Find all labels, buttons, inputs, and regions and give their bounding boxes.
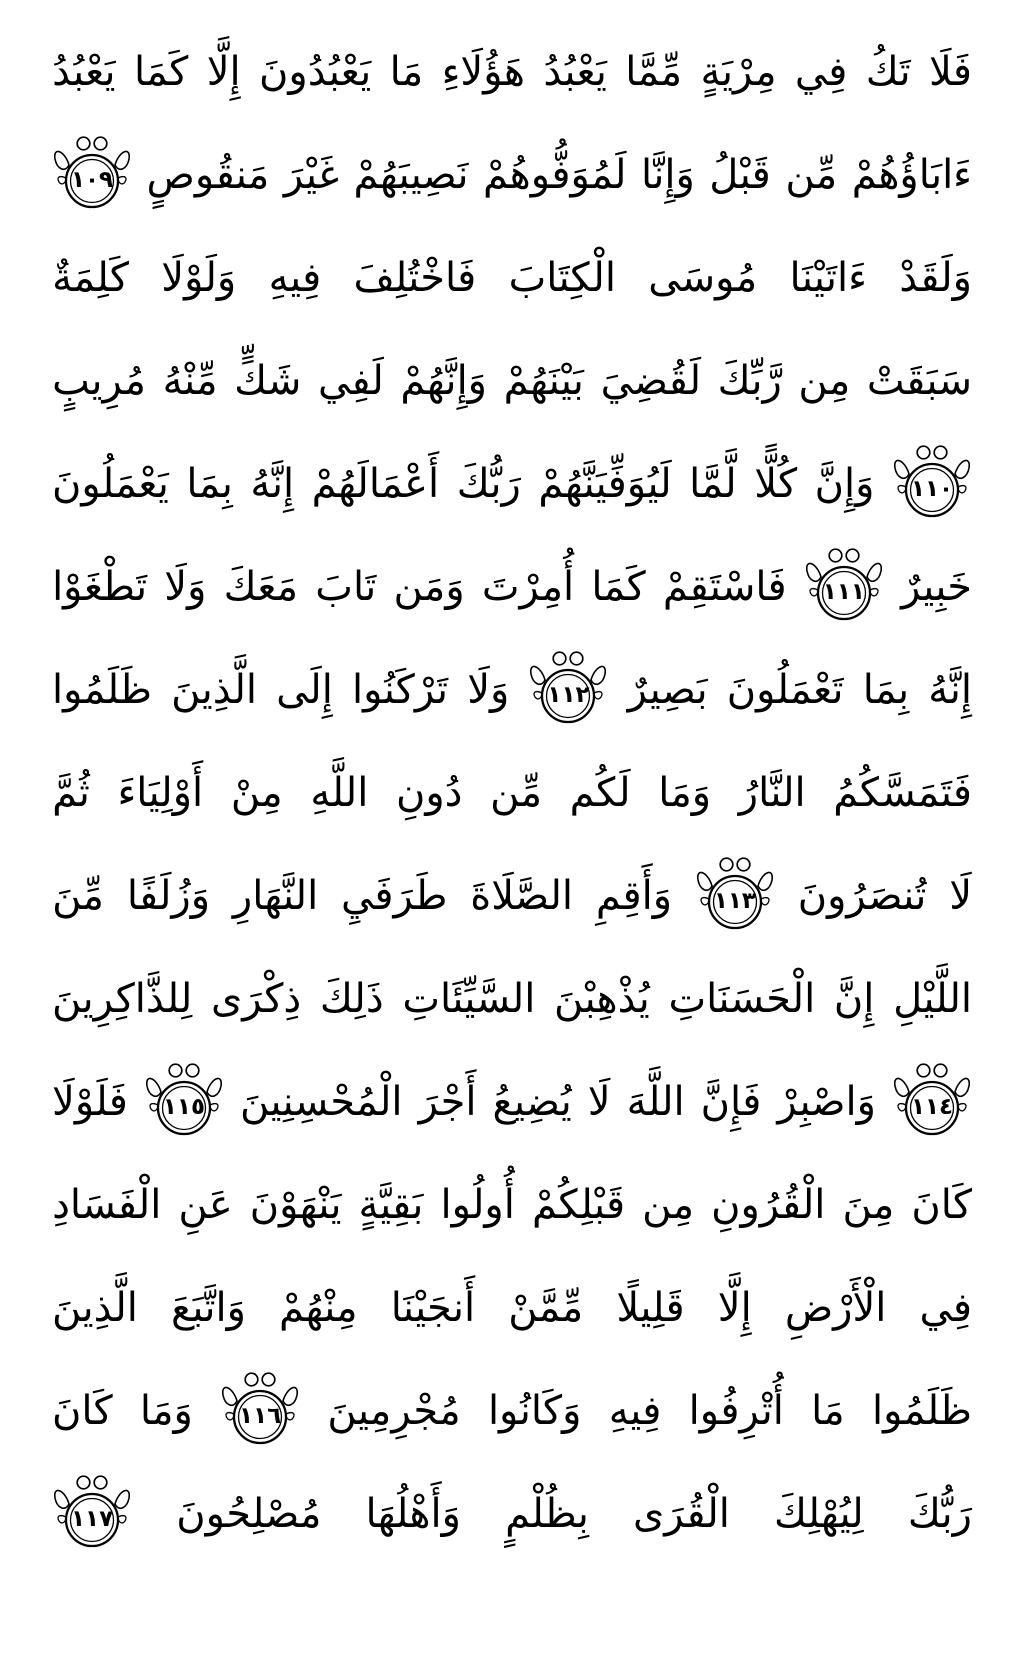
quran-word: أَجْرَ <box>418 1078 477 1125</box>
quran-line <box>52 844 972 947</box>
quran-word: وَزُلَفًا <box>126 872 211 919</box>
quran-word: بَيْنَهُمْ <box>503 357 584 404</box>
quran-word: مِن <box>798 357 851 404</box>
verse-number: ١١١ <box>822 578 865 605</box>
quran-word: الصَّلَاةَ <box>470 872 574 919</box>
quran-line <box>52 432 972 535</box>
quran-word: وَأَقِمِ <box>595 872 673 919</box>
quran-word: لِلذَّاكِرِينَ <box>52 975 193 1022</box>
quran-word: الْقُرَى <box>633 1490 730 1537</box>
quran-word: أَنجَيْنَا <box>390 1284 476 1331</box>
quran-word: لَمُوَفُّوهُمْ <box>483 151 627 198</box>
quran-word: فَإِنَّ <box>700 1078 762 1125</box>
quran-word: مِّن <box>785 151 838 198</box>
quran-word: كُلًّا <box>754 460 798 507</box>
quran-word: غَيْرَ <box>283 151 339 198</box>
quran-word: رَبُّكَ <box>907 1490 972 1537</box>
verse-number: ١٠٩ <box>70 166 114 193</box>
quran-word: إِلَّا <box>717 1284 752 1331</box>
verse-end-marker <box>804 543 884 631</box>
quran-word: لَا <box>587 1078 611 1125</box>
quran-word: دُونِ <box>395 769 463 816</box>
quran-word: الْحَسَنَاتِ <box>668 975 816 1022</box>
quran-word: يَعْمَلُونَ <box>52 460 169 507</box>
quran-word: إِلَى <box>276 666 333 713</box>
quran-word: فِيهِ <box>608 1387 662 1434</box>
quran-word: فَاسْتَقِمْ <box>662 563 787 610</box>
quran-word: الْكِتَابَ <box>508 254 616 301</box>
quran-word: الْفَسَادِ <box>52 1181 162 1228</box>
quran-word: لَقُضِيَ <box>600 357 702 404</box>
quran-word: اللَّهَ <box>626 1078 685 1125</box>
quran-word: يَعْبُدُونَ <box>259 48 372 95</box>
quran-word: وَمَا <box>139 1387 193 1434</box>
quran-line <box>52 1153 972 1256</box>
quran-word: لِيُهْلِكَ <box>774 1490 864 1537</box>
quran-word: رَّبِّكَ <box>717 357 782 404</box>
verse-number: ١١٢ <box>547 681 590 708</box>
quran-word: كَانَ <box>52 1387 113 1434</box>
quran-word: قَبْلِكُمْ <box>531 1181 626 1228</box>
quran-word: النَّهَارِ <box>232 872 319 919</box>
quran-word: فِيهِ <box>268 254 322 301</box>
quran-word: وَإِنَّا <box>641 151 695 198</box>
quran-word: لَّمَّا <box>689 460 737 507</box>
verse-end-marker <box>892 440 972 528</box>
quran-word: ظَلَمُوا <box>872 1387 972 1434</box>
quran-word: فِي <box>794 48 848 95</box>
quran-word: وَإِنَّهُمْ <box>400 357 487 404</box>
quran-word: بِظُلْمٍ <box>505 1490 589 1537</box>
quran-word: اللَّهِ <box>310 769 369 816</box>
quran-word: وَلَا <box>164 563 207 610</box>
quran-word: وَلَوْلَا <box>161 254 237 301</box>
quran-word: بَصِيرٌ <box>627 666 708 713</box>
quran-word: إِنَّ <box>833 975 875 1022</box>
quran-word: إِنَّهُ <box>928 666 972 713</box>
quran-word: لَكُم <box>569 769 631 816</box>
quran-word: ظَلَمُوا <box>52 666 152 713</box>
quran-word: الَّذِينَ <box>52 1284 138 1331</box>
quran-word: بِمَا <box>862 666 910 713</box>
quran-word: بِمَا <box>186 460 233 507</box>
verse-number: ١١٠ <box>910 475 954 502</box>
quran-word: الْمُحْسِنِينَ <box>239 1078 403 1125</box>
quran-word: شَكٍّ <box>234 357 302 404</box>
quran-line <box>52 226 972 329</box>
quran-word: اللَّيْلِ <box>893 975 972 1022</box>
verse-number: ١١٧ <box>71 1505 114 1532</box>
quran-word: فِي <box>919 1284 972 1331</box>
quran-word: مِّمَّنْ <box>508 1284 584 1331</box>
verse-number: ١١٤ <box>910 1093 954 1120</box>
quran-word: تَطْغَوْا <box>52 563 148 610</box>
quran-line <box>52 741 972 844</box>
quran-word: يَعْبُدُ <box>52 48 116 95</box>
quran-word: فَتَمَسَّكُمُ <box>833 769 972 816</box>
quran-line <box>52 123 972 226</box>
quran-word: يَعْبُدُ <box>543 48 607 95</box>
quran-word: طَرَفَيِ <box>341 872 448 919</box>
quran-word: مِّنَ <box>52 872 104 919</box>
quran-line <box>52 1359 972 1462</box>
quran-word: مَا <box>389 48 424 95</box>
quran-word: مُجْرِمِينَ <box>327 1387 461 1434</box>
verse-number: ١١٥ <box>162 1093 205 1120</box>
quran-word: أُتْرِفُوا <box>688 1387 784 1434</box>
quran-word: مُصْلِحُونَ <box>176 1490 322 1537</box>
quran-word: رَبُّكَ <box>456 460 521 507</box>
quran-word: ءَابَاؤُهُمْ <box>851 151 972 198</box>
quran-word: عَنِ <box>178 1181 233 1228</box>
quran-word: تَكُ <box>865 48 911 95</box>
quran-word: ذِكْرَى <box>210 975 302 1022</box>
quran-word: يَنْهَوْنَ <box>249 1181 342 1228</box>
quran-word: وَاصْبِرْ <box>777 1078 876 1125</box>
quran-word: لَيُوَفِّيَنَّهُمْ <box>538 460 672 507</box>
quran-word: أَوْلِيَاءَ <box>117 769 204 816</box>
verse-end-marker <box>695 852 775 940</box>
quran-word: تَرْكَنُوا <box>351 666 449 713</box>
verse-end-marker <box>528 646 608 734</box>
quran-word: الْقُرُونِ <box>711 1181 826 1228</box>
quran-word: وَإِنَّ <box>814 460 875 507</box>
quran-word: نَصِيبَهُمْ <box>353 151 469 198</box>
quran-word: تَعْمَلُونَ <box>726 666 844 713</box>
verse-end-marker <box>220 1367 300 1455</box>
quran-word: لَفِي <box>318 357 384 404</box>
quran-word: تُنصَرُونَ <box>797 872 927 919</box>
quran-word: إِنَّهُ <box>250 460 295 507</box>
quran-word: خَبِيرٌ <box>901 563 972 610</box>
quran-word: إِلَّا <box>206 48 241 95</box>
quran-word: أُمِرْتَ <box>481 563 575 610</box>
quran-word: مَنقُوصٍ <box>146 151 270 198</box>
quran-word: ذَلِكَ <box>319 975 384 1022</box>
quran-word: يُضِيعُ <box>492 1078 572 1125</box>
quran-word: النَّارُ <box>738 769 806 816</box>
quran-word: مَعَكَ <box>223 563 299 610</box>
quran-line <box>52 947 972 1050</box>
quran-word: لَا <box>949 872 972 919</box>
quran-word: سَبَقَتْ <box>866 357 972 404</box>
quran-word: أُولُوا <box>440 1181 515 1228</box>
quran-line <box>52 1050 972 1153</box>
verse-number: ١١٣ <box>713 887 756 914</box>
verse-end-marker <box>144 1058 224 1146</box>
quran-word: وَاتَّبَعَ <box>171 1284 246 1331</box>
verse-end-marker <box>52 1470 132 1558</box>
quran-word: كَمَا <box>133 48 189 95</box>
quran-word: السَّيِّئَاتِ <box>402 975 536 1022</box>
verse-end-marker <box>892 1058 972 1146</box>
quran-word: مُوسَى <box>648 254 758 301</box>
quran-word: مِن <box>642 1181 695 1228</box>
quran-word: وَلَا <box>467 666 510 713</box>
quran-word: مِنَ <box>842 1181 895 1228</box>
quran-line <box>52 535 972 638</box>
quran-word: وَمَا <box>658 769 712 816</box>
quran-word: مِنْهُمْ <box>279 1284 358 1331</box>
quran-word: مِنْ <box>230 769 283 816</box>
verse-number: ١١٦ <box>239 1402 282 1429</box>
quran-word: مِرْيَةٍ <box>700 48 777 95</box>
quran-word: كَمَا <box>591 563 646 610</box>
quran-word: قَلِيلًا <box>616 1284 685 1331</box>
quran-word: الَّذِينَ <box>171 666 258 713</box>
quran-word: وَأَهْلُهَا <box>365 1490 461 1537</box>
quran-word: مُرِيبٍ <box>52 357 146 404</box>
quran-word: فَلَوْلَا <box>52 1078 128 1125</box>
quran-word: مِّن <box>490 769 542 816</box>
quran-word: تَابَ <box>315 563 377 610</box>
quran-word: ثُمَّ <box>52 769 90 816</box>
quran-word: ءَاتَيْنَا <box>789 254 867 301</box>
quran-word: هَؤُلَاءِ <box>441 48 526 95</box>
quran-line <box>52 329 972 432</box>
quran-word: بَقِيَّةٍ <box>358 1181 424 1228</box>
quran-line <box>52 638 972 741</box>
quran-word: كَلِمَةٌ <box>52 254 129 301</box>
quran-line <box>52 1462 972 1565</box>
quran-word: مِّمَّا <box>625 48 683 95</box>
quran-word: وَمَن <box>393 563 465 610</box>
quran-word: كَانَ <box>911 1181 972 1228</box>
quran-word: قَبْلُ <box>709 151 771 198</box>
quran-word: فَاخْتُلِفَ <box>353 254 477 301</box>
quran-word: الْأَرْضِ <box>784 1284 887 1331</box>
quran-word: وَكَانُوا <box>487 1387 582 1434</box>
quran-word: مَا <box>811 1387 845 1434</box>
quran-word: وَلَقَدْ <box>899 254 972 301</box>
quran-word: يُذْهِبْنَ <box>554 975 650 1022</box>
quran-word: أَعْمَالَهُمْ <box>311 460 440 507</box>
quran-word: فَلَا <box>929 48 972 95</box>
verse-end-marker <box>52 131 132 219</box>
quran-line <box>52 20 972 123</box>
quran-line <box>52 1256 972 1359</box>
quran-word: مِّنْهُ <box>162 357 218 404</box>
